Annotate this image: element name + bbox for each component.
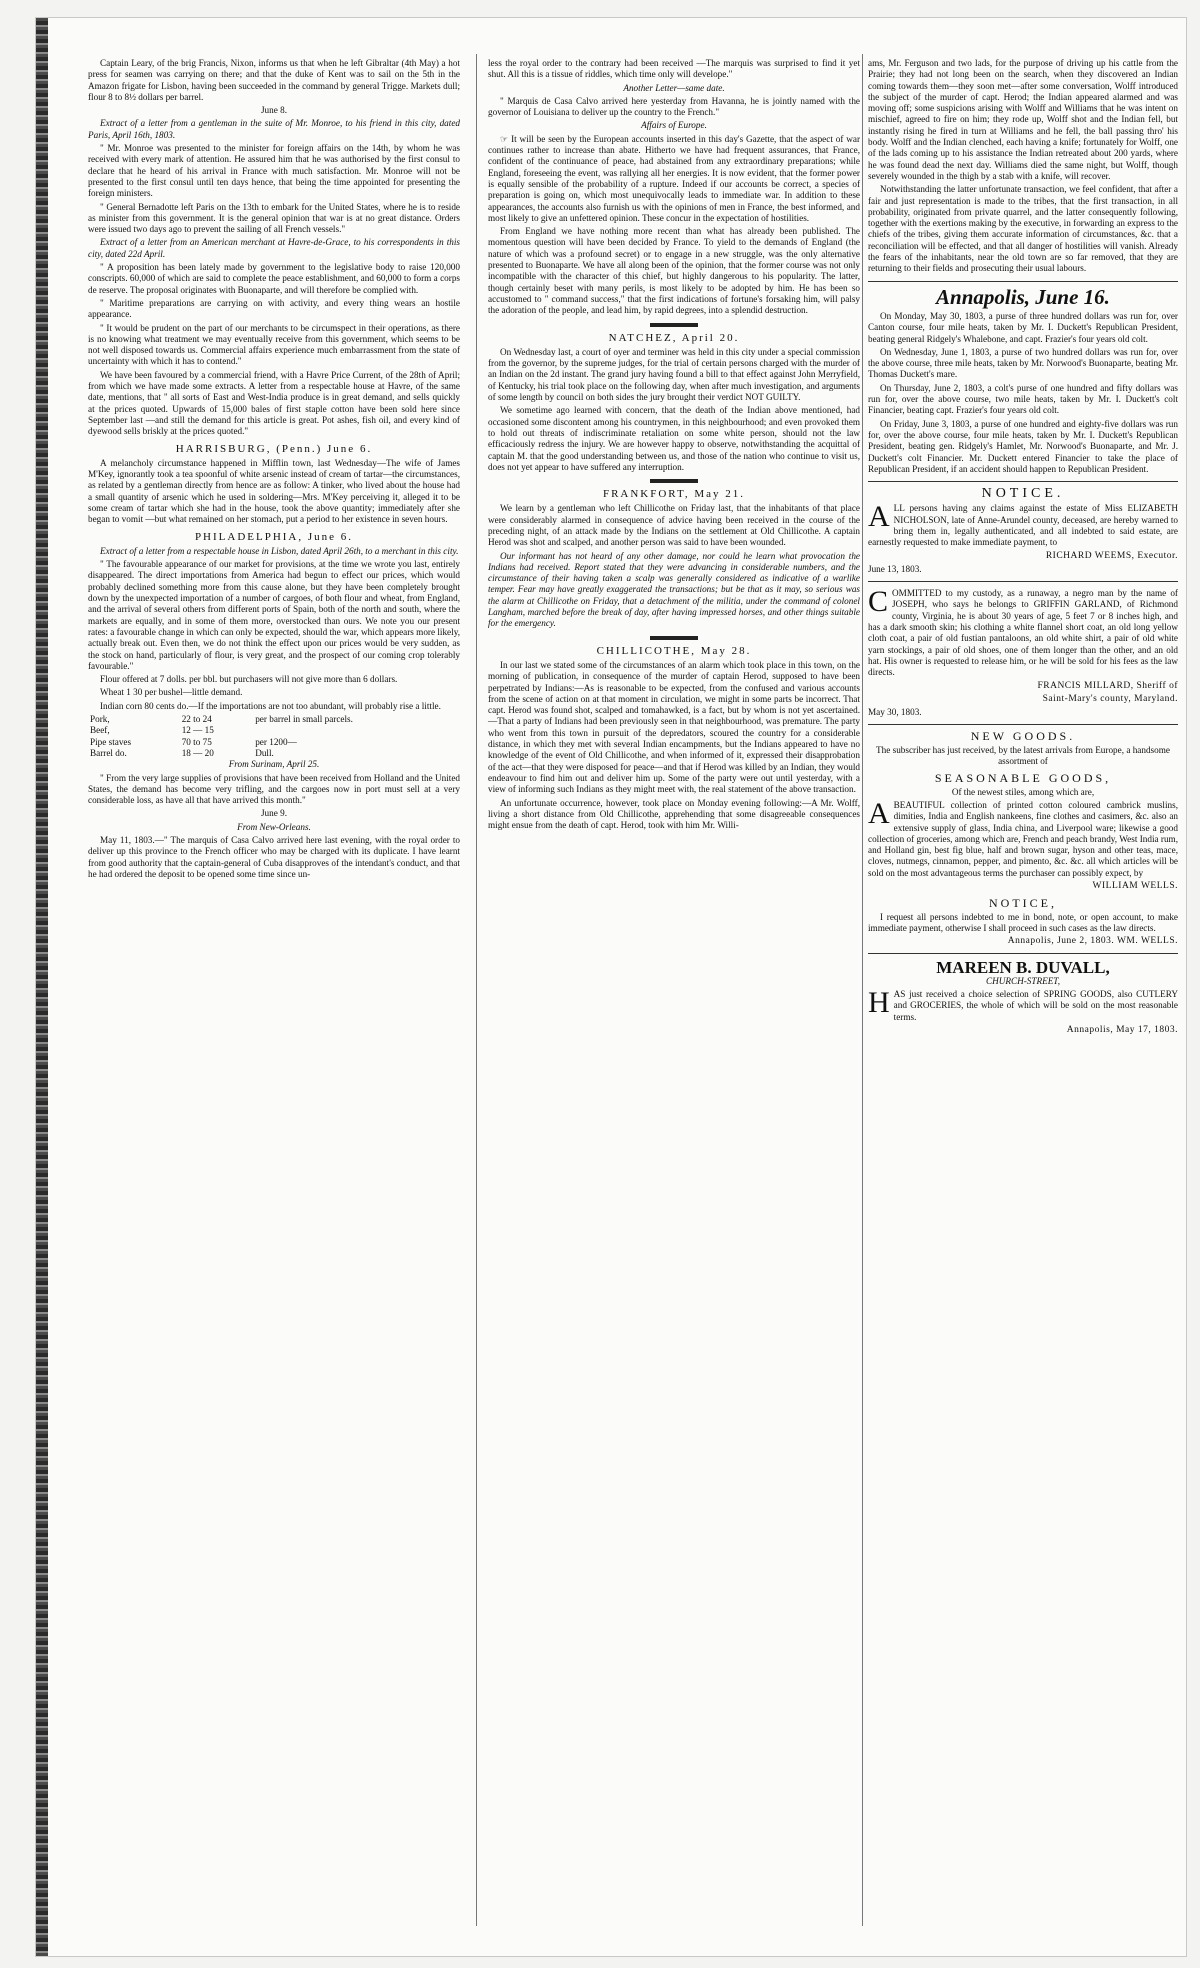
- article-paragraph: We have been favoured by a commercial friend, with a Havre Price Current, of the 28th of April; from which we have made some extracts. A letter from a respectable house at Havre, of the same date, mentions, that " all sorts of East and West-India produce is in great demand, and sells quickly at the prices quoted. Upwards of 15,000 bales of first staple cotton have been sold here since September last —and still the demand for this article is great. Pot ashes, fish oil, and every kind of dyewood sells briskly at the prices quoted.": [88, 369, 460, 437]
- section-heading-harrisburg: HARRISBURG, (Penn.) June 6.: [175, 442, 373, 455]
- price-item: Barrel do.: [90, 747, 127, 758]
- advert-signature: WILLIAM WELLS.: [1092, 881, 1178, 891]
- subheading: Affairs of Europe.: [641, 120, 707, 131]
- dateline: From Surinam, April 25.: [228, 759, 320, 770]
- merchant-address: CHURCH-STREET,: [985, 975, 1061, 986]
- price-note: Dull.: [255, 747, 274, 758]
- letter-extract-heading: Extract of a letter from a gentleman in the suite of Mr. Monroe, to his friend in this city, dated Paris, April 16th, 1803.: [88, 118, 460, 140]
- advert-subheading: SEASONABLE GOODS,: [934, 771, 1112, 786]
- column-rule: [862, 54, 863, 1926]
- price-table: [88, 714, 460, 759]
- horizontal-rule: [868, 953, 1178, 954]
- article-paragraph: From England we have nothing more recent than what has already been published. The momentous question will have been decided by France. To yield to the demands of England (the nature of which was a profound secret) or to engage in a new struggle, was the only alternative presented to Buonaparte. We have all along been of the opinion, that the former course was not only incompatible with the character of this chief, but highly dangerous to his popularity. The latter, though certainly beset with many perils, is most likely to be adopted by him. He has been so accustomed to " command success," that the first indications of fortune's forsaking him, will palsy the adoration of the people, and lead him, by rapid degrees, into a splendid destruction.: [488, 226, 860, 316]
- advert-body: [868, 986, 1178, 1023]
- article-paragraph: A melancholy circumstance happened in Mifflin town, last Wednesday—The wife of James M'Key, ignorantly took a tea spoonful of white arsenic instead of cream of tartar—the circumstances, as related by a gentleman directly from hence are as follow: A tinker, who lived about the house had a small quantity of arsenic which he used in soldering—Mrs. M'Key perceiving it, alleged it to be some cream of tartar which she had in the house, took the above quantity; immediately after she began to vomit —but what remained on her stomach, put a period to her existence in seven hours.: [88, 457, 461, 525]
- article-paragraph: " General Bernadotte left Paris on the 13th to embark for the United States, where he is to reside as minister from this government. It is the general opinion that war is at no great distance. Orders were issued two days ago to prevent the sailing of all French vessels.": [88, 201, 460, 235]
- sheriff-county: Saint-Mary's county, Maryland.: [1042, 693, 1178, 704]
- article-paragraph: On Friday, June 3, 1803, a purse of one hundred and eighty-five dollars was run for, over the above course, four mile heats, taken by Mr. I. Duckett's Republican President, beating gen. Ridgely's Hamlet, Mr. Norwood's Buonaparte, and Mr. J. Duckett's colt Financier. Mr. Duckett entered Financier to take the place of Republican President, if an accident should happen to Republican President.: [868, 418, 1178, 474]
- subheading: Another Letter—same date.: [623, 82, 725, 93]
- ornamental-divider: [634, 636, 714, 640]
- article-paragraph: ams, Mr. Ferguson and two lads, for the purpose of driving up his cattle from the Prairie; they had not long been on the search, when they discovered an Indian coming towards them—they soon met—after some conversation, Wolff introduced the subject of the murder of capt. Herod; the Indian appeared alarmed and was moving off; some suspicions arising with Wolff and Williams that he was intent on mischief, agreed to fire on him; they rode up, Wolff shot and the Indian fell, but instantly rising he fired in turn at Williams and he fell, the ball passing thro' his body. Wolff and the Indian clenched, each having a knife; fortunately for Wolff, one of the lads coming up to his assistance the Indian retreated about 200 yards, where he was found dead the next day. Williams died the same night, but Wolff, though severely wounded in the thigh by a stab with a knife, will recover.: [868, 58, 1178, 181]
- price-range: 18 — 20: [181, 747, 214, 758]
- column-rule: [476, 54, 477, 1926]
- ornamental-divider: [634, 323, 714, 327]
- drop-cap: A: [868, 796, 890, 830]
- column-1: [88, 58, 460, 882]
- notice-text: [868, 500, 1178, 548]
- article-paragraph: We sometime ago learned with concern, that the death of the Indian above mentioned, had occasioned some discontent among his countrymen, in this neighbourhood; and even provoked them to hold out threats of indiscriminate retaliation on some white person, should not the law efficaciously redress the injury. We are however happy to observe, notwithstanding the acquittal of captain M. that the good understanding between us, and those of the nation who continue to visit us, does not yet appear to have suffered any interruption.: [488, 405, 860, 472]
- masthead-dateline: Annapolis, June 16.: [936, 284, 1110, 309]
- dateline: June 9.: [260, 808, 288, 819]
- column-3: [868, 58, 1178, 1038]
- advert-body: [868, 796, 1178, 879]
- article-paragraph: ☞ It will be seen by the European accounts inserted in this day's Gazette, that the aspect of war continues rather to increase than abate. Hitherto we have had frequent assurances, that France, confident of the continuance of peace, had abstained from any extraordinary preparations; while England, foreseeing the event, was rallying all her energies. It is now evident, that the former power is equally sensible of the probability of a rupture. Indeed if our accounts be correct, a species of preparation is going on, which most unequivocally leads to immediate war. In addition to these appearances, the accounts also furnish us with the opinions of men in France, the best informed, and most likely to give an unfettered opinion. These concur in the expectation of hostilities.: [488, 133, 860, 223]
- notice-signature: Annapolis, June 2, 1803. WM. WELLS.: [1007, 936, 1178, 947]
- price-row: [88, 737, 460, 748]
- notice-date: June 13, 1803.: [868, 563, 922, 574]
- newspaper-page: [36, 18, 1186, 1956]
- dateline: June 8.: [260, 105, 288, 116]
- price-row: [88, 748, 460, 759]
- price-range: 70 to 75: [181, 736, 212, 747]
- article-paragraph: " A proposition has been lately made by government to the legislative body to raise 120,000 conscripts. 60,000 of which are said to complete the peace establishment, and 60,000 to form a corps de reserve. The proposal originates with Buonaparte, and will therefore be complied with.: [88, 262, 460, 295]
- ornamental-divider: [634, 479, 714, 483]
- drop-cap: H: [868, 986, 890, 1020]
- horizontal-rule: [868, 581, 1178, 582]
- section-heading-frankfort: FRANKFORT, May 21.: [602, 488, 746, 501]
- torn-page-edge: [36, 18, 48, 1956]
- article-paragraph: We learn by a gentleman who left Chillicothe on Friday last, that the inhabitants of that place were considerably alarmed in consequence of advice having been received in the course of the preceding night, of an attack made by the Indians on the settlement at Old Chillicothe. A captain Herod was shot and scalped, and another person was said to have been wounded.: [488, 503, 860, 548]
- notice-heading: NOTICE.: [981, 486, 1065, 502]
- dateline: From New-Orleans.: [237, 821, 311, 832]
- price-item: Pipe staves: [90, 736, 132, 747]
- article-paragraph: less the royal order to the contrary had been received —The marquis was surprised to find it yet shut. All this is a tissue of riddles, which time only will develope.": [488, 58, 860, 80]
- notice-text: I request all persons indebted to me in bond, note, or open account, to make immediate payment, otherwise I shall proceed in such cases as the law directs.: [868, 911, 1178, 933]
- section-heading-natchez: NATCHEZ, April 20.: [608, 331, 740, 344]
- price-item: Pork,: [90, 714, 110, 725]
- drop-cap: C: [868, 585, 889, 619]
- article-paragraph: On Wednesday last, a court of oyer and terminer was held in this city under a special commission from the governor, by the supreme judges, for the trial of certain persons charged with the murder of an Indian on the 2d instant. The grand jury having found a bill to that effect against John Merryfield, of Kentucky, his trial took place on the following day, when after much investigation, and arguments of some length by council on both sides the jury brought their verdict NOT GUILTY.: [488, 346, 860, 403]
- article-paragraph: An unfortunate occurrence, however, took place on Monday evening following:—A Mr. Wolff, living a short distance from Old Chillicothe, apprehending that some disagreeable consequences might ensue from the death of capt. Herod, took with him Mr. Willi-: [488, 797, 860, 831]
- notice-heading: NOTICE,: [989, 896, 1057, 911]
- article-paragraph: Flour offered at 7 dolls. per bbl. but purchasers will not give more than 6 dollars.: [100, 674, 398, 685]
- drop-cap: A: [868, 500, 890, 534]
- article-paragraph: " The favourable appearance of our market for provisions, at the time we wrote you last, entirely disappeared. The direct importations from America had begun to effect our prices, which would probably declined something more from this cause alone, but they have been completely brought down by the unexpected importation of a number of cargoes, of both flour and wheat, from England, and the arrival of several others from different ports of Spain, both of the north and south, where the markets are equally, and in some of them more, overstocked than ours. We note you our present rates: a favourable change in which can only be expected, should the war, which appears more likely, actually break out. Even then, we do not think the effect upon our prices would be very sudden, as the stock on hand, particularly of flour, is very great, and the prospect of our coming crop tolerably favourable.": [88, 559, 460, 671]
- price-note: per 1200—: [255, 736, 297, 747]
- advert-text: BEAUTIFUL collection of printed cotton coloured cambrick muslins, dimities, India and English nankeens, fine clothes and casimers, &c. also an extensive supply of glass, India china, and Liverpool ware; likewise a good collection of groceries, among which are, French and peach brandy, West India rum, and Holland gin, best fig blue, half and brown sugar, hyson and other teas, mace, cloves, nutmegs, cinnamon, pepper, and pimento, &c. &c. all which articles will be sold on the most advantageous terms the purchaser can possibly expect, by: [868, 799, 1178, 878]
- article-paragraph: On Thursday, June 2, 1803, a colt's purse of one hundred and fifty dollars was run for, over the above course, two mile heats, taken by Mr. I. Duckett's colt Financier, beating capt. Frazier's four years old colt.: [868, 382, 1178, 416]
- article-paragraph: On Monday, May 30, 1803, a purse of three hundred dollars was run for, over Canton course, four mile heats, taken by Mr. I. Duckett's Republican President, beating general Ridgely's Whalebone, and capt. Frazier's four years old colt.: [868, 310, 1178, 344]
- horizontal-rule: [868, 281, 1178, 282]
- sheriff-signature: FRANCIS MILLARD, Sheriff of: [1037, 680, 1178, 691]
- merchant-name: MAREEN B. DUVALL,: [936, 958, 1110, 978]
- advert-tagline: Of the newest stiles, among which are,: [951, 786, 1095, 797]
- article-paragraph: " From the very large supplies of provisions that have been received from Holland and the United States, the demand has become very trifling, and the cargoes now in port must sell at a very considerable loss, as have all that have arrived this month.": [88, 772, 460, 806]
- article-paragraph: In our last we stated some of the circumstances of an alarm which took place in this town, on the morning of publication, in consequence of the murder of captain Herod, supposed to have been perpetrated by Indians:—As is reasonable to be expected, from the confused and various accounts from the scene of action on at that moment in circulation, we might in some parts be incorrect. That capt. Herod was found shot, scalped and tomahawked, is a fact, but by whom is not yet ascertained.—That a party of Indians had been previously seen in that neighbourhood, was premature. The party who went from this town in pursuit of the depredators, scoured the country for a considerable distance, in which they met with several Indian encampments, but the Indians appeared to have no knowledge of the event of Old Chillicothe, and when informed of it, expressed their disapprobation of the act—that they were disposed for peace—and that if Herod was killed by an Indian, they would endeavour to find him out and deliver him up. Some of the party were out until yesterday, with a view of informing such Indians as they might meet with, the real statement of the above transaction.: [488, 659, 860, 795]
- article-paragraph: Captain Leary, of the brig Francis, Nixon, informs us that when he left Gibraltar (4th May) a hot press for seamen was carrying on there; and that the duke of Kent was to sail on the 5th in the Amazon frigate for Lisbon, having been succeeded in the command by general Trigge. Markets dull; flour 8 to 8½ dollars per barrel.: [88, 58, 460, 102]
- price-range: 22 to 24: [181, 714, 212, 725]
- price-range: 12 — 15: [181, 725, 214, 736]
- price-item: Beef,: [90, 725, 110, 736]
- article-paragraph: Notwithstanding the latter unfortunate transaction, we feel confident, that after a fair and just representation is made to the tribes, that the first transaction, in all probability, originated from private quarrel, and the latter consequently following, together with the exertions making by the executive, in forwarding an express to the chiefs of the tribes, giving them accurate information of circumstances, &c. that a reconciliation will be effected, and that all danger of hostilities will vanish. Already the fears of the inhabitants, near the old town are so far removed, that they are returning to their fields and prosecuting their usual labours.: [868, 184, 1178, 274]
- article-paragraph: Indian corn 80 cents do.—If the importations are not too abundant, will probably rise a little.: [100, 700, 441, 711]
- column-2: [488, 58, 860, 833]
- runaway-body: OMMITTED to my custody, as a runaway, a negro man by the name of JOSEPH, who says he belongs to GRIFFIN GARLAND, of Richmond county, Virginia, he is about 30 years of age, 5 feet 7 or 8 inches high, and has a dark smooth skin; his clothing a white flannel short coat, an old long yellow cloth coat, a pair of old fustian pantaloons, an old white shirt, a pair of old white yarn stockings, a pair of old shoes, one of them longer than the other, and an old hat. His owner is requested to release him, or he will be sold for his fees as the law directs.: [868, 588, 1178, 678]
- section-heading-chillicothe: CHILLICOTHE, May 28.: [596, 644, 752, 657]
- horizontal-rule: [868, 481, 1178, 482]
- article-paragraph: " It would be prudent on the part of our merchants to be circumspect in their operations, as there is no knowing what treatment we may eventually receive from this government, which seems to be not well disposed towards us. Commercial affairs experience much embarrassment from the state of uncertainty with which it has to contend.": [88, 322, 460, 367]
- notice-signature: RICHARD WEEMS, Executor.: [1045, 550, 1178, 561]
- letter-extract-heading: Extract of a letter from a respectable house in Lisbon, dated April 26th, to a merchant in this city.: [100, 545, 459, 556]
- advert-heading: NEW GOODS.: [970, 729, 1076, 744]
- article-paragraph: " Maritime preparations are carrying on with activity, and every thing wears an hostile appearance.: [88, 297, 460, 320]
- article-paragraph: Wheat 1 30 per bushel—little demand.: [100, 687, 243, 698]
- price-row: [88, 714, 460, 725]
- advert-date: Annapolis, May 17, 1803.: [1066, 1024, 1178, 1035]
- notice-date: May 30, 1803.: [868, 707, 922, 718]
- article-paragraph: " Marquis de Casa Calvo arrived here yesterday from Havanna, he is jointly named with the governor of Louisiana to deliver up the country to the French.": [488, 95, 860, 118]
- section-heading-philadelphia: PHILADELPHIA, June 6.: [194, 530, 354, 543]
- letter-extract-heading: Extract of a letter from an American merchant at Havre-de-Grace, to his correspondents in this city, dated 22d April.: [88, 237, 460, 259]
- article-paragraph: On Wednesday, June 1, 1803, a purse of two hundred dollars was run for, over the above course, three mile heats, taken by Mr. Norwood's Buonaparte, beating Mr. Thomas Duckett's mare.: [868, 346, 1178, 380]
- horizontal-rule: [868, 724, 1178, 725]
- price-row: [88, 725, 460, 736]
- advert-intro: The subscriber has just received, by the latest arrivals from Europe, a handsome assortment of: [876, 744, 1170, 767]
- notice-body: LL persons having any claims against the estate of Miss ELIZABETH NICHOLSON, late of Anne-Arundel county, deceased, are hereby warned to bring them in, legally authenticated, and all indebted to said estate, are earnestly requested to make immediate payment, to: [868, 503, 1178, 548]
- article-paragraph: Our informant has not heard of any other damage, nor could he learn what provocation the Indians had received. Report stated that they were advancing in considerable numbers, and the circumstance of their having taken a scalp was generally considered as indicative of a warlike temper. Fear may have greatly exaggerated the transactions; but be that as it may, so serious was the alarm at Chillicothe on Friday, that a detachment of the militia, under the command of colonel Langham, marched before the break of day, after having impressed horses, and other things suitable for the emergency.: [488, 550, 860, 629]
- price-note: [253, 725, 460, 736]
- advert-text: AS just received a choice selection of SPRING GOODS, also CUTLERY and GROCERIES, the whole of which will be sold on the most reasonable terms.: [893, 989, 1178, 1022]
- price-note: per barrel in small parcels.: [255, 714, 353, 725]
- article-paragraph: May 11, 1803.—" The marquis of Casa Calvo arrived here last evening, with the royal order to deliver up this province to the French officer who may be charged with its duplicate. I have learnt from good authority that the captain-general of Cuba disapproves of the intendant's conduct, and that he had ordered the deposit to be opened some time since un-: [88, 835, 460, 879]
- runaway-notice: [868, 585, 1178, 678]
- article-paragraph: " Mr. Monroe was presented to the minister for foreign affairs on the 14th, by whom he was received with every mark of attention. He assured him that he was authorised by the first consul to declare that he heard of his arrival in France with much satisfaction. Mr. Monroe will not be presented to the first consul until ten days hence, that being the time appointed for presenting the foreign ministers.: [88, 143, 460, 199]
